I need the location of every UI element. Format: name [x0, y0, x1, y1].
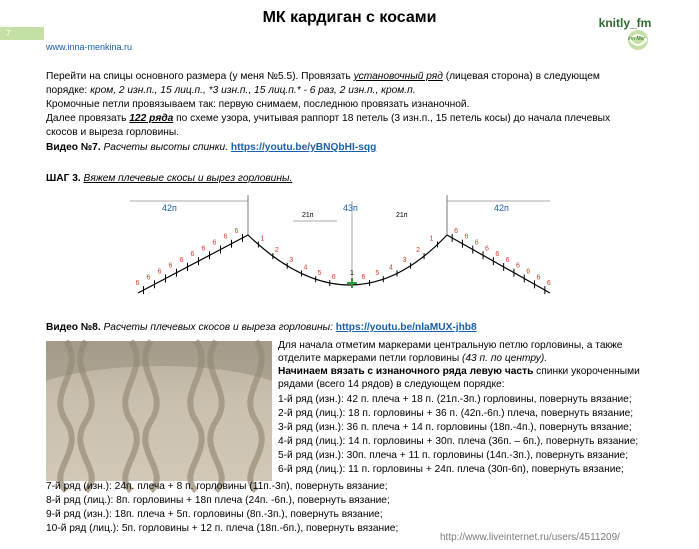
shoulder-step-label: 6	[515, 262, 520, 270]
shoulder-step-label: 6	[201, 245, 206, 253]
logo-subtext: Inn Mer	[628, 36, 645, 42]
step3-text: Вяжем плечевые скосы и вырез горловины.	[83, 173, 293, 184]
video8-line	[46, 321, 477, 334]
video8-link[interactable]: https://youtu.be/nlaMUX-jhb8	[335, 322, 477, 333]
watermark: http://www.liveinternet.ru/users/4511209/	[440, 532, 620, 543]
row-instruction: 6-й ряд (лиц.): 11 п. горловины + 24п. плеча (30п-6п), повернуть вязание;	[278, 464, 624, 475]
rows-count: 122 ряда	[129, 113, 174, 124]
center-label: 43п	[343, 203, 358, 213]
step3-heading	[46, 172, 292, 185]
shoulder-step-label: 6	[190, 251, 195, 259]
intro-text: по схеме узора, учитывая раппорт 18 петель (3 изн.п., 15 петель косы) до начала плечевых	[173, 113, 611, 124]
video8-text: Расчеты плечевых скосов и выреза горловины:	[100, 322, 336, 333]
right-neck-steps	[362, 236, 438, 287]
shoulder-step-label: 6	[464, 233, 469, 241]
intro-text: порядке:	[46, 85, 91, 96]
intro-line-3: Кромочные петли провязываем так: первую снимаем, последнюю провязать изнаночной.	[46, 99, 470, 110]
intro-line-4	[46, 112, 610, 125]
row-instruction: 2-й ряд (лиц.): 18 п. горловины + 36 п. (42п.-6п.) плеча, повернуть вязание;	[278, 408, 634, 419]
left-neck-label: 21п	[302, 212, 314, 219]
shoulder-step-label: 6	[526, 268, 531, 276]
shoulder-step-label: 6	[135, 280, 140, 288]
shoulder-step-label: 6	[234, 227, 239, 235]
shoulder-step-label: 6	[454, 227, 459, 235]
neck-step-label: 2	[416, 247, 420, 255]
shoulder-step-label: 6	[495, 251, 500, 259]
row-instruction: 10-й ряд (лиц.): 5п. горловины + 12 п. плеча (18п.-6п.), повернуть вязание;	[46, 523, 399, 534]
row-instruction: 3-й ряд (изн.): 36 п. плеча + 14 п. горловины (18п.-4п.), повернуть вязание;	[278, 422, 632, 433]
page-title: МК кардиган с косами	[262, 9, 437, 26]
website-link[interactable]: www.inna-menkina.ru	[46, 42, 133, 52]
logo-text: knitly_fm	[598, 16, 652, 30]
right-text: спинки укороченными	[533, 366, 640, 377]
step3-label: ШАГ 3.	[46, 173, 81, 184]
intro-text: Далее провязать	[46, 113, 130, 124]
shoulder-step-label: 6	[168, 262, 173, 270]
shoulder-step-label: 6	[536, 274, 541, 282]
intro-text: (лицевая сторона) в следующем	[442, 71, 600, 82]
shoulder-step-label: 6	[223, 233, 228, 241]
intro-line-1	[46, 70, 600, 83]
right-text-line-2	[278, 352, 547, 365]
shoulder-neck-diagram	[130, 195, 550, 305]
video8-label: Видео №8.	[46, 322, 101, 333]
center-mark-label: 1	[350, 270, 354, 277]
right-text-bold: Начинаем вязать с изнаночного ряда левую часть	[278, 366, 534, 377]
intro-underline: установочный ряд	[353, 71, 443, 82]
neck-step-label: 6	[331, 274, 336, 281]
right-text-line-4: рядами (всего 14 рядов) в следующем порядке:	[278, 379, 505, 390]
intro-text: Перейти на спицы основного размера (у меня №5.5). Провязать	[46, 71, 354, 82]
page-number: 7	[0, 27, 44, 40]
row-instruction: 9-й ряд (изн.): 18п. плеча + 5п. горловины (8п.-3п.), повернуть вязание;	[46, 509, 383, 520]
right-text-line-3	[278, 365, 640, 378]
neck-step-label: 6	[361, 274, 366, 281]
right-text-italic: (43 п. по центру).	[462, 353, 548, 364]
row-instruction: 8-й ряд (лиц.): 8п. горловины + 18п плеча (24п. -6п.), повернуть вязание;	[46, 495, 390, 506]
video7-link[interactable]: https://youtu.be/yBNQbHI-sqg	[230, 142, 377, 153]
row-instruction: 7-й ряд (изн.): 24п. плеча + 8 п. горловины (11п.-3п), повернуть вязание;	[46, 481, 388, 492]
cable-pattern-icon	[46, 341, 272, 481]
neck-step-label: 3	[402, 256, 407, 264]
intro-line-5: скосов и выреза горловины.	[46, 127, 180, 138]
brand-logo	[590, 10, 660, 54]
neck-step-label: 1	[429, 235, 434, 243]
video7-line	[46, 141, 376, 154]
left-shoulder-steps	[136, 228, 243, 294]
shoulder-step-label: 6	[146, 274, 151, 282]
left-neck-steps	[258, 236, 335, 287]
shoulder-step-label: 6	[485, 245, 489, 253]
video7-text: Расчеты высоты спинки.	[100, 142, 231, 153]
neck-step-label: 4	[303, 264, 308, 272]
neck-step-label: 5	[317, 270, 322, 278]
row-instruction: 4-й ряд (лиц.): 14 п. горловины + 30п. плеча (36п. – 6п.), повернуть вязание;	[278, 436, 639, 447]
intro-line-2	[46, 84, 416, 97]
shoulder-step-label: 6	[212, 239, 217, 247]
neck-step-label: 1	[260, 235, 265, 243]
intro-sequence: кром, 2 изн.п., 15 лиц.п., *3 изн.п., 15 лиц.п.* - 6 раз, 2 изн.п., кром.п.	[90, 85, 416, 96]
shoulder-step-label: 6	[546, 280, 551, 288]
row-instruction: 1-й ряд (изн.): 42 п. плеча + 18 п. (21п.-3п.) горловины, повернуть вязание;	[278, 394, 632, 405]
right-shoulder-steps	[452, 228, 551, 294]
neck-step-label: 2	[274, 247, 279, 255]
shoulder-step-label: 6	[474, 239, 479, 247]
shoulder-step-label: 6	[505, 256, 510, 264]
video7-label: Видео №7.	[46, 142, 101, 153]
neck-step-label: 3	[289, 256, 294, 264]
neck-step-label: 5	[375, 270, 380, 278]
row-instruction: 5-й ряд (изн.): 30п. плеча + 11 п. горловины (14п.-3п.), повернуть вязание;	[278, 450, 629, 461]
right-neck-label: 21п	[396, 212, 408, 219]
shoulder-step-label: 6	[157, 268, 162, 276]
knitting-photo	[46, 341, 272, 481]
right-text-line-1: Для начала отметим маркерами центральную петлю горловины, а также	[278, 340, 623, 351]
right-shoulder-label: 42п	[494, 203, 509, 213]
neck-curve	[248, 235, 447, 285]
neck-step-label: 4	[388, 264, 393, 272]
left-shoulder-label: 42п	[162, 203, 177, 213]
right-text: отделите маркерами петли горловины	[278, 353, 462, 364]
shoulder-step-label: 6	[179, 256, 184, 264]
